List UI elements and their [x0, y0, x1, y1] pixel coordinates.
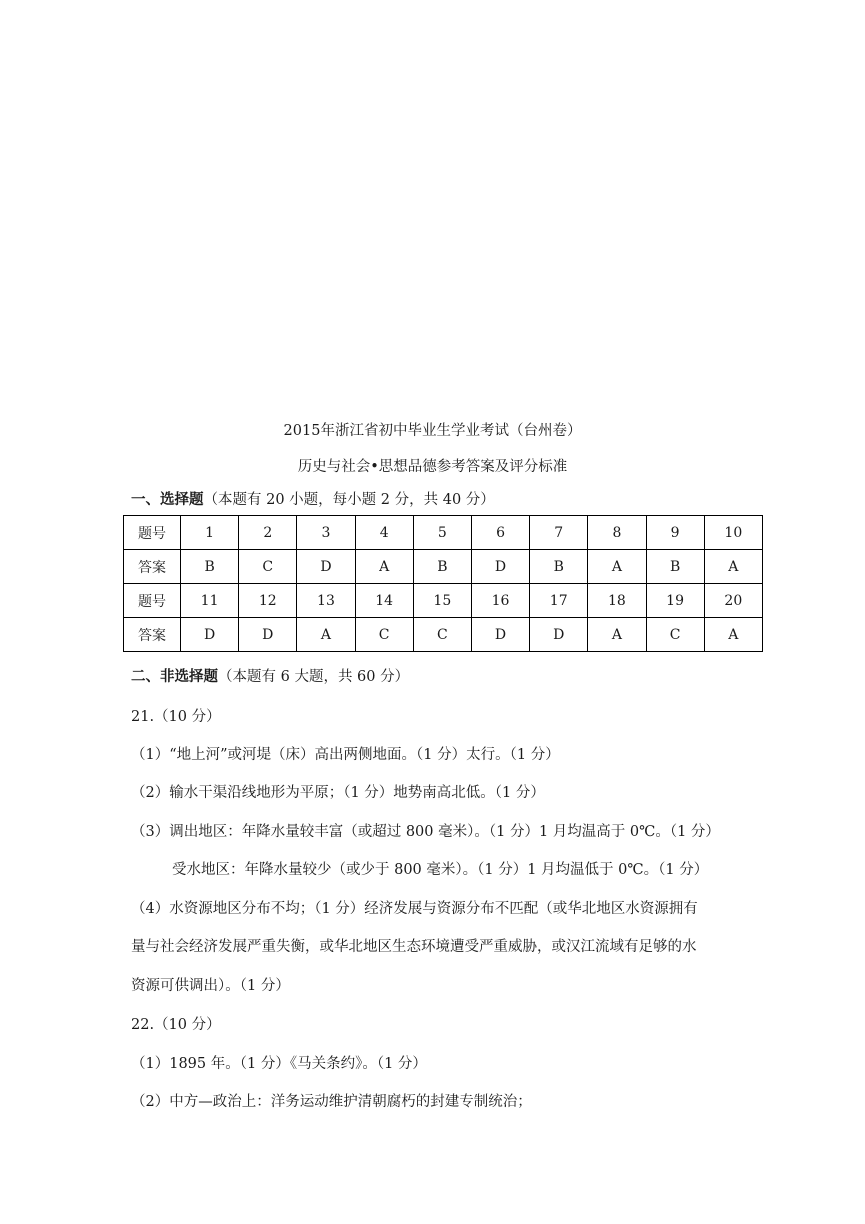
table-row-label: 题号 [124, 584, 181, 618]
table-cell: D [181, 618, 239, 652]
table-row [124, 618, 763, 652]
answer-line: 受水地区：年降水量较少（或少于 800 毫米）。（1 分）1 月均温低于 0℃。（1 分） [172, 862, 709, 878]
table-cell: D [471, 550, 529, 584]
question-22-header: 22.（10 分） [131, 1017, 221, 1033]
table-cell: 20 [704, 584, 762, 618]
table-cell: A [588, 618, 646, 652]
section-1-note: （本题有 20 小题，每小题 2 分，共 40 分） [203, 492, 495, 508]
table-cell: B [646, 550, 704, 584]
table-cell: C [646, 618, 704, 652]
question-21-header: 21.（10 分） [131, 709, 221, 725]
answer-table [123, 515, 763, 652]
table-cell: 12 [239, 584, 297, 618]
table-cell: 5 [413, 516, 471, 550]
table-cell: 10 [704, 516, 762, 550]
table-row [124, 584, 763, 618]
table-row-label: 题号 [124, 516, 181, 550]
table-cell: D [297, 550, 355, 584]
table-cell: 13 [297, 584, 355, 618]
answer-line: （4）水资源地区分布不均；（1 分）经济发展与资源分布不匹配（或华北地区水资源拥有 [131, 901, 698, 917]
table-cell: A [355, 550, 413, 584]
table-cell: D [239, 618, 297, 652]
table-cell: C [355, 618, 413, 652]
table-cell: C [413, 618, 471, 652]
answer-line: （1）“地上河”或河堤（床）高出两侧地面。（1 分）太行。（1 分） [131, 747, 560, 763]
table-row [124, 550, 763, 584]
section-2-note: （本题有 6 大题，共 60 分） [218, 669, 410, 685]
table-row [124, 516, 763, 550]
table-cell: 18 [588, 584, 646, 618]
table-row-label: 答案 [124, 550, 181, 584]
table-cell: 19 [646, 584, 704, 618]
table-cell: 14 [355, 584, 413, 618]
section-2-heading [131, 665, 409, 686]
table-cell: 9 [646, 516, 704, 550]
answer-line: （2）输水干渠沿线地形为平原；（1 分）地势南高北低。（1 分） [131, 785, 545, 801]
table-cell: 1 [181, 516, 239, 550]
answer-line: 资源可供调出）。（1 分） [131, 978, 290, 994]
table-cell: 4 [355, 516, 413, 550]
document-subtitle: 历史与社会•思想品德参考答案及评分标准 [297, 459, 568, 475]
answer-line: （1）1895 年。（1 分）《马关条约》。（1 分） [131, 1056, 427, 1072]
table-cell: 2 [239, 516, 297, 550]
table-cell: 7 [530, 516, 588, 550]
section-1-title: 一、选择题 [131, 491, 204, 508]
table-cell: 17 [530, 584, 588, 618]
document-title: 2015年浙江省初中毕业生学业考试（台州卷） [283, 423, 582, 439]
table-cell: B [530, 550, 588, 584]
table-cell: D [471, 618, 529, 652]
answer-line: （3）调出地区：年降水量较丰富（或超过 800 毫米）。（1 分）1 月均温高于 0℃。（1 分） [131, 824, 720, 840]
table-cell: C [239, 550, 297, 584]
answer-line: 量与社会经济发展严重失衡，或华北地区生态环境遭受严重威胁，或汉江流域有足够的水 [131, 939, 697, 955]
table-cell: 16 [471, 584, 529, 618]
table-cell: D [530, 618, 588, 652]
table-cell: 8 [588, 516, 646, 550]
table-cell: 3 [297, 516, 355, 550]
table-cell: B [181, 550, 239, 584]
section-2-title: 二、非选择题 [131, 668, 218, 685]
table-cell: A [588, 550, 646, 584]
table-cell: A [704, 618, 762, 652]
table-cell: A [704, 550, 762, 584]
table-cell: 15 [413, 584, 471, 618]
table-row-label: 答案 [124, 618, 181, 652]
table-cell: A [297, 618, 355, 652]
table-cell: B [413, 550, 471, 584]
table-cell: 6 [471, 516, 529, 550]
table-cell: 11 [181, 584, 239, 618]
section-1-heading [131, 488, 495, 509]
answer-line: （2）中方—政治上：洋务运动维护清朝腐朽的封建专制统治； [131, 1094, 532, 1110]
